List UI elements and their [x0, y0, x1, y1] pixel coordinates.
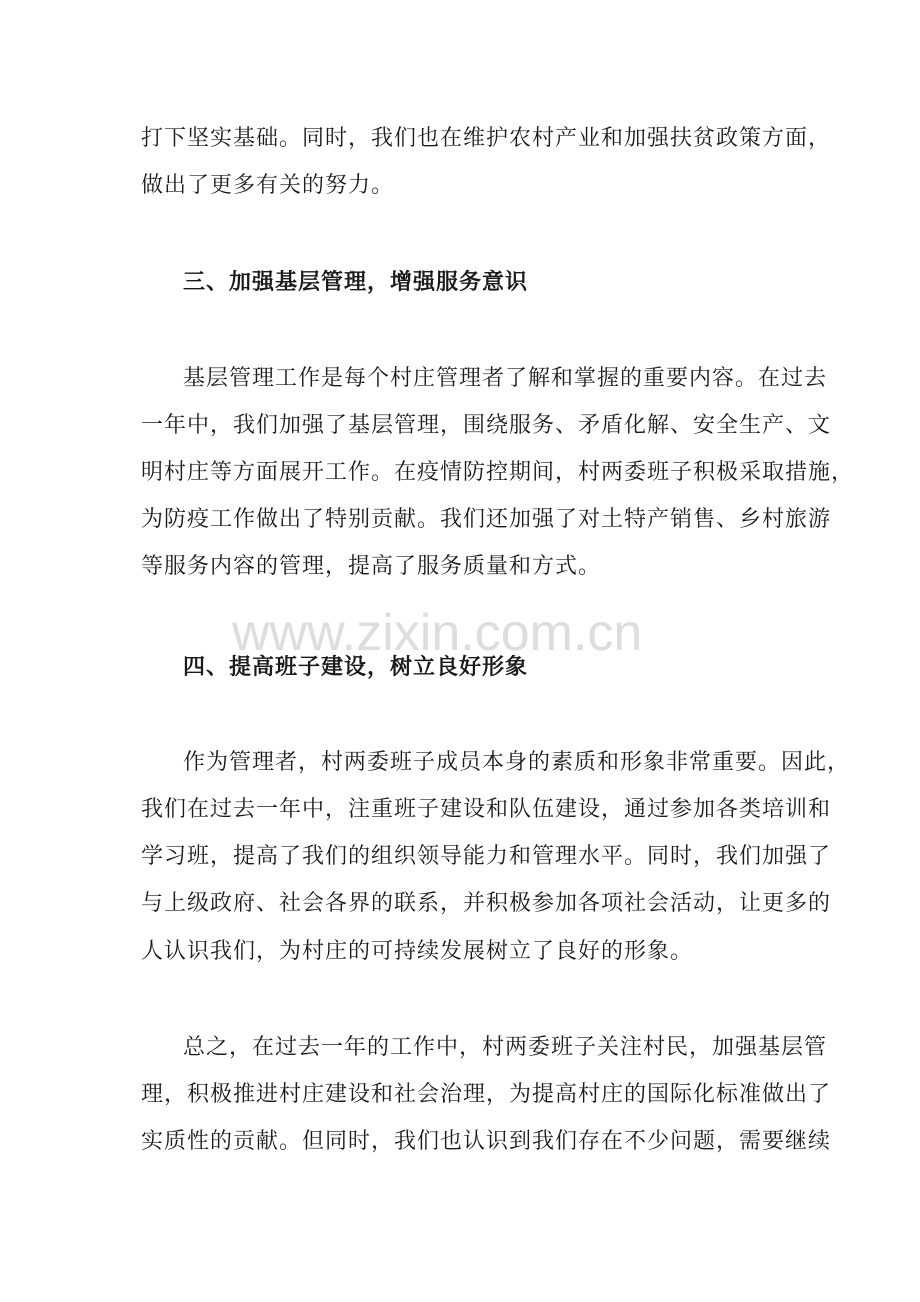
paragraph-line: 学习班，提高了我们的组织领导能力和管理水平。同时，我们加强了 [141, 844, 832, 869]
paragraph-line: 做出了更多有关的努力。 [141, 173, 395, 198]
watermark: www.zixin.com.cn [232, 604, 643, 662]
paragraph-line: 明村庄等方面展开工作。在疫情防控期间，村两委班子积极采取措施， [141, 460, 855, 485]
paragraph-line: 理，积极推进村庄建设和社会治理，为提高村庄的国际化标准做出了 [141, 1082, 832, 1107]
paragraph-line: 等服务内容的管理，提高了服务质量和方式。 [141, 554, 602, 579]
section-heading-four: 四、提高班子建设，树立良好形象 [183, 654, 529, 680]
paragraph-line: 为防疫工作做出了特别贡献。我们还加强了对土特产销售、乡村旅游 [141, 507, 832, 532]
paragraph-line: 打下坚实基础。同时，我们也在维护农村产业和加强扶贫政策方面， [141, 126, 832, 151]
paragraph-line: 总之，在过去一年的工作中，村两委班子关注村民，加强基层管 [183, 1035, 828, 1060]
paragraph-line: 实质性的贡献。但同时，我们也认识到我们存在不少问题，需要继续 [141, 1129, 832, 1154]
section-heading-three: 三、加强基层管理，增强服务意识 [183, 269, 529, 295]
paragraph-line: 作为管理者，村两委班子成员本身的素质和形象非常重要。因此， [183, 750, 851, 775]
paragraph-line: 基层管理工作是每个村庄管理者了解和掌握的重要内容。在过去 [183, 366, 828, 391]
paragraph-line: 一年中，我们加强了基层管理，围绕服务、矛盾化解、安全生产、文 [141, 413, 832, 438]
paragraph-line: 与上级政府、社会各界的联系，并积极参加各项社会活动，让更多的 [141, 891, 832, 916]
paragraph-line: 人认识我们，为村庄的可持续发展树立了良好的形象。 [141, 939, 694, 964]
paragraph-line: 我们在过去一年中，注重班子建设和队伍建设，通过参加各类培训和 [141, 797, 832, 822]
